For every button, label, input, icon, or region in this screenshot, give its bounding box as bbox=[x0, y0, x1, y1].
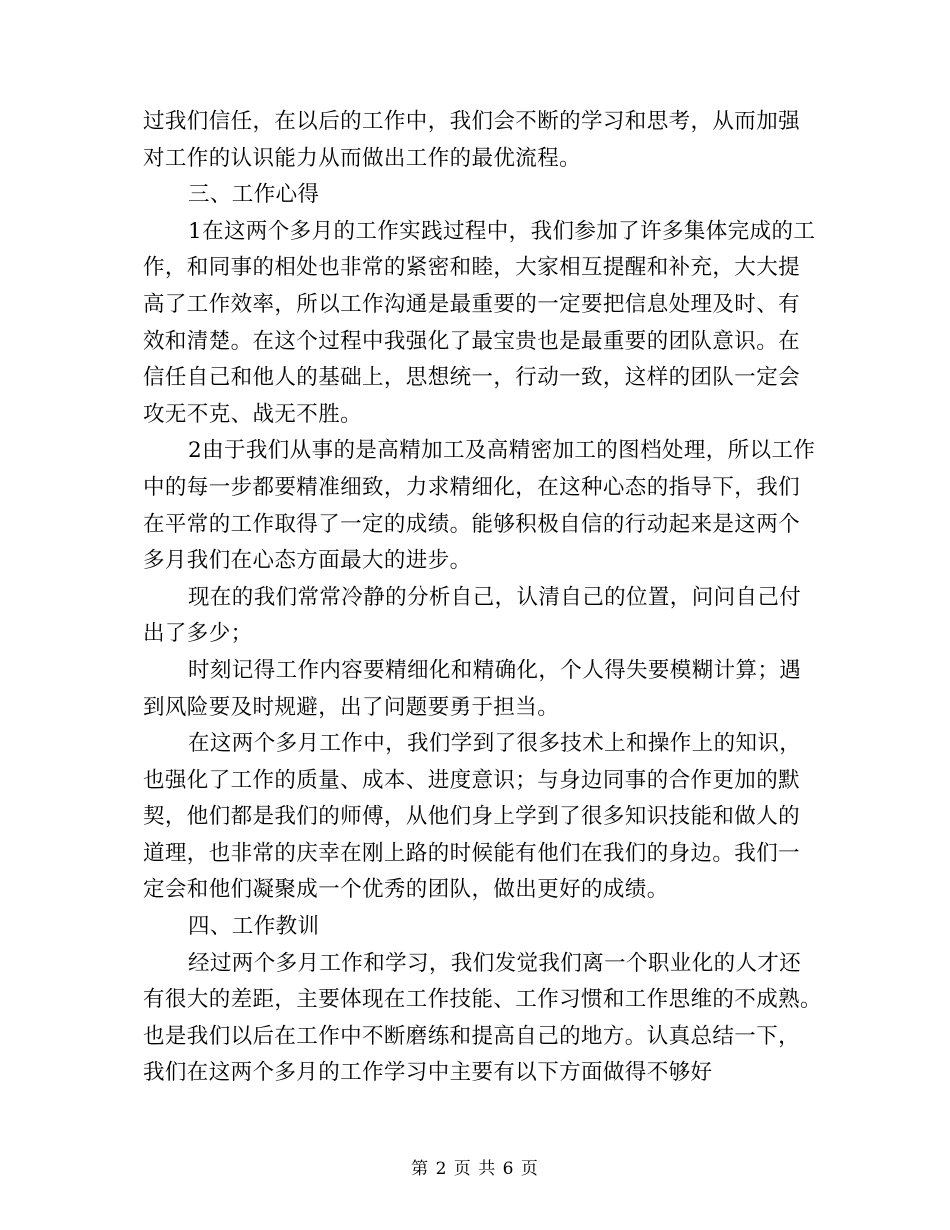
text-line: 到风险要及时规避，出了问题要勇于担当。 bbox=[143, 694, 560, 720]
text-line: 高了工作效率，所以工作沟通是最重要的一定要把信息处理及时、有 bbox=[143, 291, 801, 317]
text-line: 1在这两个多月的工作实践过程中，我们参加了许多集体完成的工 bbox=[188, 218, 816, 244]
text-line: 出了多少； bbox=[143, 621, 253, 647]
text-line: 我们在这两个多月的工作学习中主要有以下方面做得不够好 bbox=[143, 1060, 713, 1086]
text-line: 对工作的认识能力从而做出工作的最优流程。 bbox=[143, 145, 582, 171]
text-line: 攻无不克、战无不胜。 bbox=[143, 401, 363, 427]
text-line: 定会和他们凝聚成一个优秀的团队，做出更好的成绩。 bbox=[143, 877, 669, 903]
text-line: 作，和同事的相处也非常的紧密和睦，大家相互提醒和补充，大大提 bbox=[143, 255, 801, 281]
text-line: 多月我们在心态方面最大的进步。 bbox=[143, 548, 472, 574]
document-body bbox=[143, 104, 823, 1092]
text-line: 也强化了工作的质量、成本、进度意识；与身边同事的合作更加的默 bbox=[143, 767, 801, 793]
text-line: 契，他们都是我们的师傅，从他们身上学到了很多知识技能和做人的 bbox=[143, 804, 801, 830]
text-line: 也是我们以后在工作中不断磨练和提高自己的地方。认真总结一下， bbox=[143, 1023, 801, 1049]
text-line: 四、工作教训 bbox=[188, 914, 320, 940]
text-line: 时刻记得工作内容要精细化和精确化，个人得失要模糊计算；遇 bbox=[188, 657, 802, 683]
text-line: 2由于我们从事的是高精加工及高精密加工的图档处理，所以工作 bbox=[188, 438, 816, 464]
text-line: 现在的我们常常冷静的分析自己，认清自己的位置，问问自己付 bbox=[188, 584, 802, 610]
text-line: 有很大的差距，主要体现在工作技能、工作习惯和工作思维的不成熟。 bbox=[143, 987, 822, 1013]
text-line: 信任自己和他人的基础上，思想统一，行动一致，这样的团队一定会 bbox=[143, 365, 801, 391]
text-line: 在平常的工作取得了一定的成绩。能够积极自信的行动起来是这两个 bbox=[143, 511, 801, 537]
text-line: 道理，也非常的庆幸在刚上路的时候能有他们在我们的身边。我们一 bbox=[143, 840, 801, 866]
text-line: 效和清楚。在这个过程中我强化了最宝贵也是最重要的团队意识。在 bbox=[143, 328, 801, 354]
page-footer: 第 2 页 共 6 页 bbox=[411, 1159, 539, 1179]
text-line: 在这两个多月工作中，我们学到了很多技术上和操作上的知识， bbox=[188, 731, 802, 757]
text-line: 经过两个多月工作和学习，我们发觉我们离一个职业化的人才还 bbox=[188, 950, 802, 976]
text-line: 三、工作心得 bbox=[188, 182, 320, 208]
text-line: 中的每一步都要精准细致，力求精细化，在这种心态的指导下，我们 bbox=[143, 474, 801, 500]
text-line: 过我们信任，在以后的工作中，我们会不断的学习和思考，从而加强 bbox=[143, 109, 801, 134]
